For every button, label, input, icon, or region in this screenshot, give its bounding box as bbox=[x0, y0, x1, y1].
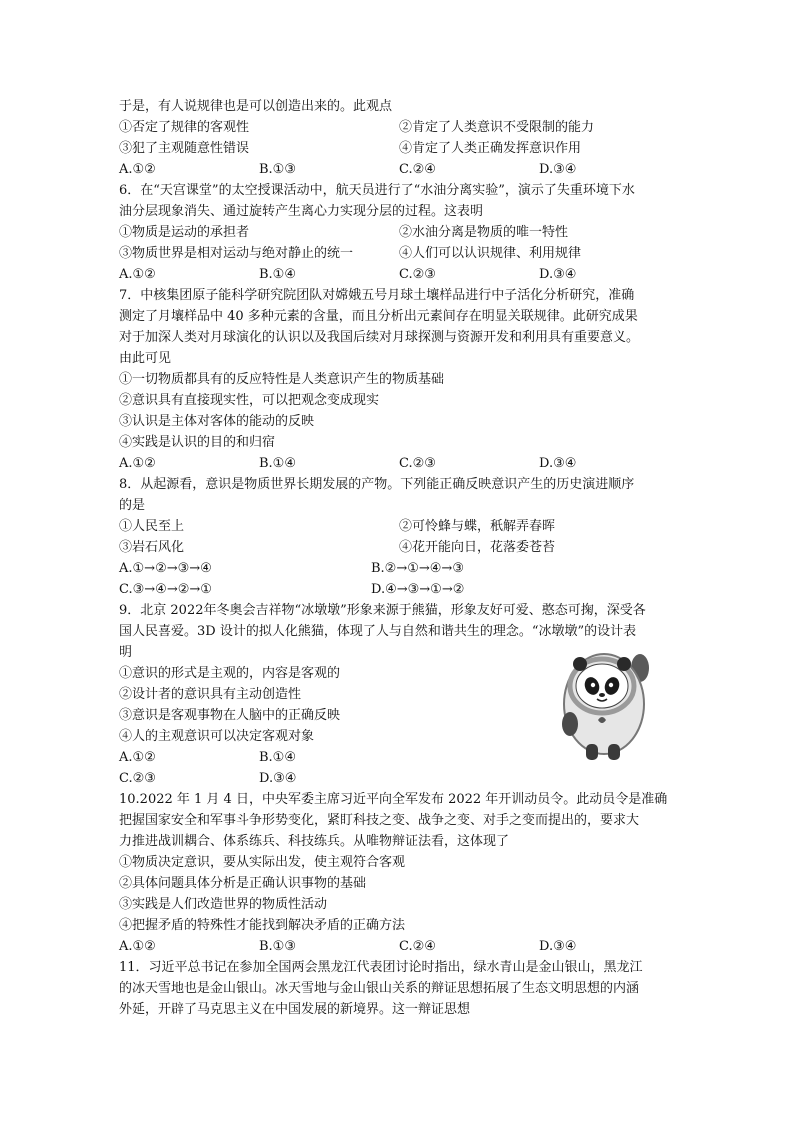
q7-option-2: ②意识具有直接现实性，可以把观念变成现实 bbox=[119, 393, 380, 408]
q8-choices-row2 bbox=[119, 579, 679, 600]
q9-option-1: ①意识的形式是主观的，内容是客观的 bbox=[119, 666, 341, 681]
q7-choice-d[interactable]: D.③④ bbox=[539, 456, 577, 471]
q5-stem: 于是，有人说规律也是可以创造出来的。此观点 bbox=[119, 99, 393, 114]
q11-stem-line2: 的冰天雪地也是金山银山。冰天雪地与金山银山关系的辩证思想拓展了生态文明思想的内涵 bbox=[119, 981, 640, 996]
q10-choice-a[interactable]: A.①② bbox=[119, 939, 156, 954]
q10-stem-line2: 把握国家安全和军事斗争形势变化，紧盯科技之变、战争之变、对手之变而提出的，要求大 bbox=[119, 813, 640, 828]
q7-option-1: ①一切物质都具有的反应特性是人类意识产生的物质基础 bbox=[119, 372, 445, 387]
mascot-image bbox=[556, 646, 656, 764]
mascot-ear-right bbox=[617, 657, 631, 671]
q7-stem-line1: 7．中核集团原子能科学研究院团队对嫦娥五号月球土壤样品进行中子活化分析研究，准确 bbox=[119, 288, 635, 303]
q8-options-row2 bbox=[119, 537, 679, 558]
q7-choices bbox=[119, 453, 679, 474]
q7-stem-line4: 由此可见 bbox=[119, 351, 172, 366]
q8-option-3: ③岩石风化 bbox=[119, 540, 185, 555]
q8-options-row1 bbox=[119, 516, 679, 537]
q6-choice-a[interactable]: A.①② bbox=[119, 267, 156, 282]
q9-stem-line3: 明 bbox=[119, 645, 133, 660]
q6-choice-b[interactable]: B.①④ bbox=[259, 267, 296, 282]
q5-choices bbox=[119, 159, 679, 180]
q5-choice-d[interactable]: D.③④ bbox=[539, 162, 577, 177]
q11-stem-line1: 11．习近平总书记在参加全国两会黑龙江代表团讨论时指出，绿水青山是金山银山，黑龙江 bbox=[119, 960, 643, 975]
q6-choices bbox=[119, 264, 679, 285]
q10-choice-b[interactable]: B.①③ bbox=[259, 939, 296, 954]
q5-option-3: ③犯了主观随意性错误 bbox=[119, 141, 250, 156]
q6-option-3: ③物质世界是相对运动与绝对静止的统一 bbox=[119, 246, 354, 261]
q10-stem-line3: 力推进战训耦合、体系练兵、科技练兵。从唯物辩证法看，这体现了 bbox=[119, 834, 510, 849]
mascot-arm-left bbox=[562, 712, 578, 736]
q7-choice-c[interactable]: C.②③ bbox=[399, 456, 436, 471]
q10-choice-d[interactable]: D.③④ bbox=[539, 939, 577, 954]
q9-option-2: ②设计者的意识具有主动创造性 bbox=[119, 687, 302, 702]
q8-option-4: ④花开能向日，花落委苍苔 bbox=[399, 540, 556, 555]
q9-choice-d[interactable]: D.③④ bbox=[259, 771, 297, 786]
q9-choice-c[interactable]: C.②③ bbox=[119, 771, 156, 786]
q6-options-row1 bbox=[119, 222, 679, 243]
q7-option-4: ④实践是认识的目的和归宿 bbox=[119, 435, 276, 450]
q6-stem-line2: 油分层现象消失、通过旋转产生离心力实现分层的过程。这表明 bbox=[119, 204, 484, 219]
q11-stem-line3: 外延，开辟了马克思主义在中国发展的新境界。这一辩证思想 bbox=[119, 1002, 471, 1017]
q6-choice-c[interactable]: C.②③ bbox=[399, 267, 436, 282]
mascot-leg-left bbox=[586, 744, 598, 760]
q6-choice-d[interactable]: D.③④ bbox=[539, 267, 577, 282]
q8-choice-a[interactable]: A.①→②→③→④ bbox=[119, 561, 212, 576]
q9-stem-line1: 9．北京 2022年冬奥会吉祥物“冰墩墩”形象来源于熊猫，形象友好可爱、憨态可掬，深受各 bbox=[119, 603, 646, 618]
q10-option-4: ④把握矛盾的特殊性才能找到解决矛盾的正确方法 bbox=[119, 918, 406, 933]
q8-option-2: ②可怜蜂与蝶，秖解弄春晖 bbox=[399, 519, 556, 534]
q10-option-2: ②具体问题具体分析是正确认识事物的基础 bbox=[119, 876, 367, 891]
q5-option-1: ①否定了规律的客观性 bbox=[119, 120, 250, 135]
q9-option-4: ④人的主观意识可以决定客观对象 bbox=[119, 729, 315, 744]
q8-choice-c[interactable]: C.③→④→②→① bbox=[119, 582, 212, 597]
q10-choice-c[interactable]: C.②④ bbox=[399, 939, 436, 954]
q7-choice-a[interactable]: A.①② bbox=[119, 456, 156, 471]
q8-stem-line2: 的是 bbox=[119, 498, 146, 513]
exam-page bbox=[119, 96, 679, 1020]
q8-choice-b[interactable]: B.②→①→④→③ bbox=[371, 561, 464, 576]
q6-stem-line1: 6．在“天宫课堂”的太空授课活动中，航天员进行了“水油分离实验”，演示了失重环境下水 bbox=[119, 183, 635, 198]
q10-stem-line1: 10.2022 年 1 月 4 日，中央军委主席习近平向全军发布 2022 年开训动员令。此动员令是准确 bbox=[119, 792, 668, 807]
q5-option-2: ②肯定了人类意识不受限制的能力 bbox=[399, 120, 595, 135]
q5-choice-a[interactable]: A.①② bbox=[119, 162, 156, 177]
q10-choices bbox=[119, 936, 679, 957]
mascot-ear-left bbox=[573, 657, 587, 671]
q8-choices-row1 bbox=[119, 558, 679, 579]
q6-options-row2 bbox=[119, 243, 679, 264]
q5-options-row1 bbox=[119, 117, 679, 138]
q6-option-4: ④人们可以认识规律、利用规律 bbox=[399, 246, 582, 261]
q7-choice-b[interactable]: B.①④ bbox=[259, 456, 296, 471]
q9-stem-line2: 国人民喜爱。3D 设计的拟人化熊猫，体现了人与自然和谐共生的理念。“冰墩墩”的设计表 bbox=[119, 624, 637, 639]
q5-option-4: ④肯定了人类正确发挥意识作用 bbox=[399, 141, 582, 156]
q5-options-row2 bbox=[119, 138, 679, 159]
q9-choices-row2 bbox=[119, 768, 679, 789]
q9-choice-b[interactable]: B.①④ bbox=[259, 750, 296, 765]
q8-stem-line1: 8．从起源看，意识是物质世界长期发展的产物。下列能正确反映意识产生的历史演进顺序 bbox=[119, 477, 635, 492]
q10-option-3: ③实践是人们改造世界的物质性活动 bbox=[119, 897, 328, 912]
q9-choice-a[interactable]: A.①② bbox=[119, 750, 156, 765]
q8-choice-d[interactable]: D.④→③→①→② bbox=[371, 582, 465, 597]
q8-option-1: ①人民至上 bbox=[119, 519, 185, 534]
q5-choice-c[interactable]: C.②④ bbox=[399, 162, 436, 177]
q7-stem-line2: 测定了月壤样品中 40 多种元素的含量，而且分析出元素间存在明显关联规律。此研究成果 bbox=[119, 309, 638, 324]
q6-option-2: ②水油分离是物质的唯一特性 bbox=[399, 225, 569, 240]
mascot-leg-right bbox=[608, 744, 620, 760]
q9-option-3: ③意识是客观事物在人脑中的正确反映 bbox=[119, 708, 341, 723]
q10-option-1: ①物质决定意识，要从实际出发，使主观符合客观 bbox=[119, 855, 406, 870]
q7-option-3: ③认识是主体对客体的能动的反映 bbox=[119, 414, 315, 429]
q7-stem-line3: 对于加深人类对月球演化的认识以及我国后续对月球探测与资源开发和利用具有重要意义。 bbox=[119, 330, 640, 345]
q5-choice-b[interactable]: B.①③ bbox=[259, 162, 296, 177]
q6-option-1: ①物质是运动的承担者 bbox=[119, 225, 250, 240]
